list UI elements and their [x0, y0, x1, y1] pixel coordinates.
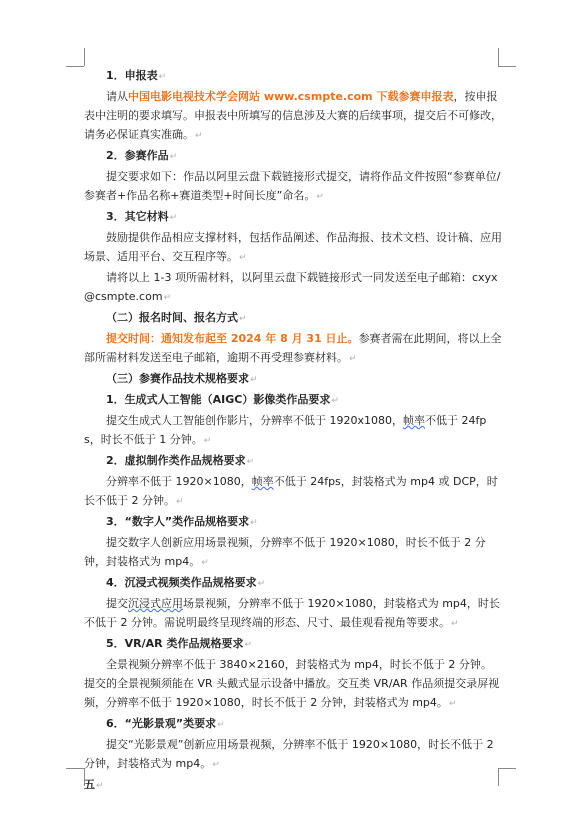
- deadline-text: 提交时间：通知发布起至 2024 年 8 月 31 日止。: [106, 332, 359, 345]
- paragraph: 提交要求如下：作品以阿里云盘下载链接形式提交，请将作品文件按照“参赛单位/参赛者+作品名称+赛道类型+时间长度”命名。↵: [84, 170, 501, 202]
- section-heading: 6．“光影景观”类要求↵: [106, 717, 225, 730]
- paragraph: 请将以上 1-3 项所需材料，以阿里云盘下载链接形式一同发送至电子邮箱：cxyx@csmpte.com↵: [84, 271, 498, 303]
- section-heading: 3．“数字人”类作品规格要求↵: [106, 515, 258, 528]
- part-heading: （三）参赛作品技术规格要求↵: [106, 372, 258, 385]
- document-body: [84, 66, 502, 796]
- section-heading: 4．沉浸式视频类作品规格要求↵: [106, 576, 266, 589]
- paragraph: 鼓励提供作品相应支撑材料，包括作品阐述、作品海报、技术文档、设计稿、应用场景、适用平台、交互程序等。↵: [84, 231, 502, 263]
- paragraph: 提交沉浸式应用场景视频，分辨率不低于 1920×1080，封装格式为 mp4，时长不低于 2 分钟。需说明最终呈现终端的形态、尺寸、最佳观看视角等要求。↵: [84, 597, 500, 629]
- section-heading: 1．生成式人工智能（AIGC）影像类作品要求↵: [106, 393, 339, 406]
- paragraph: 请从中国电影电视技术学会网站 www.csmpte.com 下载参赛申报表，按申报表中注明的要求填写。申报表中所填写的信息涉及大赛的后续事项，提交后不可修改，请务必保证真实准确。↵: [84, 90, 502, 141]
- paragraph: 提交生成式人工智能创作影片，分辨率不低于 1920x1080，帧率不低于 24fps，时长不低于 1 分钟。↵: [84, 414, 487, 446]
- paragraph: 全景视频分辨率不低于 3840×2160，封装格式为 mp4，时长不低于 2 分钟。提交的全景视频须能在 VR 头戴式显示设备中播放。交互类 VR/AR 作品须提交录屏视频，分辨率不低于 1920×1080，时长不低于 2 分钟，封装格式为 mp4。↵: [84, 658, 500, 709]
- section-heading: 1．申报表↵: [106, 69, 167, 82]
- section-heading: 2．虚拟制作类作品规格要求↵: [106, 454, 255, 467]
- crop-mark-top-left: [84, 48, 85, 66]
- paragraph: 分辨率不低于 1920×1080，帧率不低于 24fps，封装格式为 mp4 或 DCP，时长不低于 2 分钟。↵: [84, 475, 498, 507]
- crop-mark-bottom-left: [66, 768, 84, 769]
- section-heading: 5．VR/AR 类作品规格要求↵: [106, 637, 253, 650]
- page-number: 五↵: [84, 778, 104, 791]
- crop-mark-top-left: [66, 66, 84, 67]
- part-heading: （二）报名时间、报名方式↵: [106, 311, 247, 324]
- paragraph: 提交数字人创新应用场景视频，分辨率不低于 1920×1080，时长不低于 2 分钟，封装格式为 mp4。↵: [84, 536, 486, 568]
- paragraph: 提交“光影景观”创新应用场景视频，分辨率不低于 1920×1080，时长不低于 2 分钟，封装格式为 mp4。↵: [84, 738, 494, 770]
- section-heading: 3．其它材料↵: [106, 210, 178, 223]
- website-link[interactable]: 中国电影电视技术学会网站 www.csmpte.com 下载参赛申报表: [128, 90, 454, 103]
- crop-mark-top-right: [498, 48, 499, 66]
- section-heading: 2．参赛作品↵: [106, 149, 178, 162]
- paragraph: 提交时间：通知发布起至 2024 年 8 月 31 日止。参赛者需在此期间，将以上全部所需材料发送至电子邮箱，逾期不再受理参赛材料。↵: [84, 332, 502, 364]
